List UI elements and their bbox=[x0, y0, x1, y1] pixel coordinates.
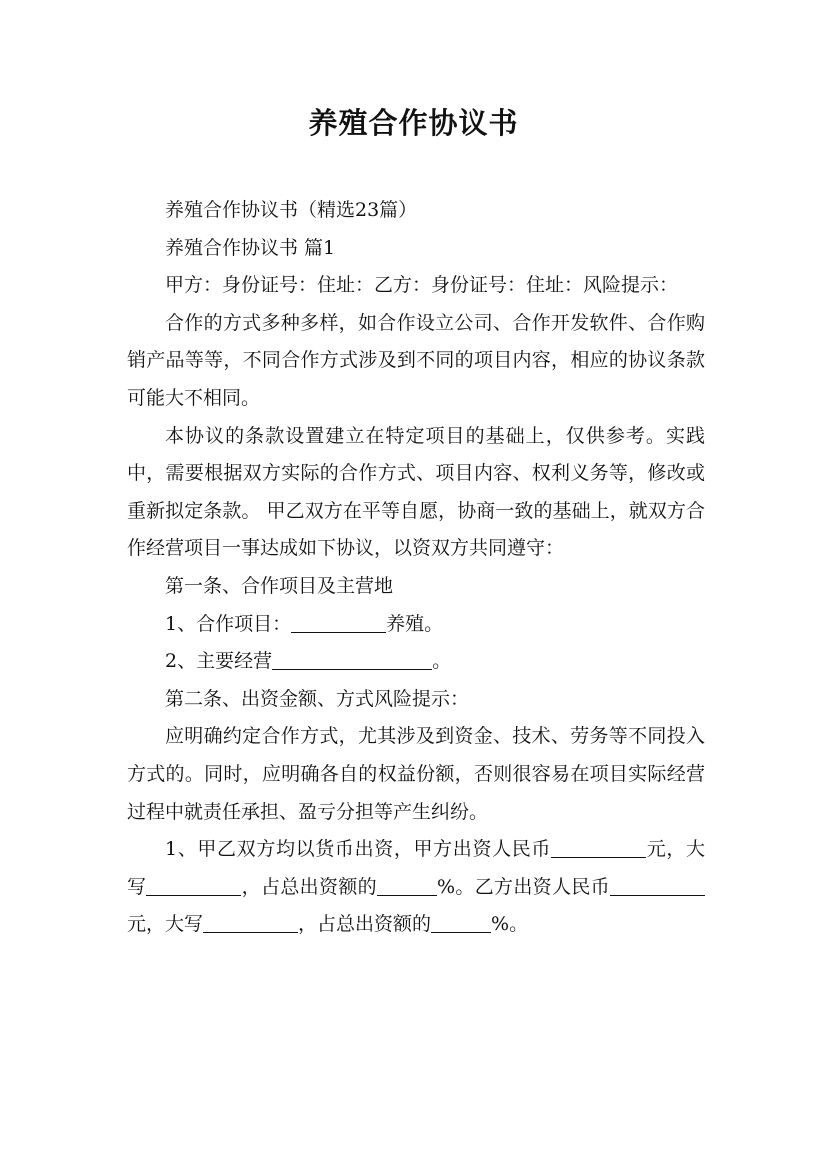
capital-text-3: ，占总出资额的 bbox=[241, 875, 377, 898]
document-title: 养殖合作协议书 bbox=[308, 106, 519, 140]
fill-blank-business bbox=[272, 650, 432, 670]
item-main-business bbox=[127, 643, 705, 681]
paragraph-cooperation-methods: 合作的方式多种多样，如合作设立公司、合作开发软件、合作购销产品等等，不同合作方式涉及到不同的项目内容，相应的协议条款可能大不相同。 bbox=[127, 311, 705, 409]
paragraph-article-2: 第二条、出资金额、方式风险提示： bbox=[165, 687, 470, 710]
capital-text-4: %。乙方出资人民币 bbox=[436, 875, 610, 898]
document-body bbox=[127, 192, 705, 944]
fill-blank-party-b-words bbox=[203, 913, 298, 933]
paragraph-section-heading: 养殖合作协议书 篇1 bbox=[165, 236, 336, 259]
fill-blank-party-b-amount bbox=[610, 876, 705, 896]
paragraph-subtitle: 养殖合作协议书（精选23篇） bbox=[165, 199, 418, 221]
paragraph-agreement-basis: 本协议的条款设置建立在特定项目的基础上，仅供参考。实践中，需要根据双方实际的合作方式、项目内容、权利义务等，修改或重新拟定条款。 甲乙双方在平等自愿，协商一致的基础上，就双方合作经营项目一事达成如下协议，以资双方共同遵守： bbox=[127, 424, 705, 560]
paragraph-parties: 甲方：身份证号：住址：乙方：身份证号：住址：风险提示： bbox=[165, 274, 679, 297]
capital-text-1: 1、甲乙双方均以货币出资，甲方出资人民币 bbox=[165, 838, 552, 861]
capital-text-6: ，占总出资额的 bbox=[298, 913, 432, 936]
item-main-business-prefix: 2、主要经营 bbox=[165, 650, 273, 673]
fill-blank-party-a-words bbox=[146, 876, 241, 896]
item-cooperation-project-prefix: 1、合作项目： bbox=[165, 612, 292, 635]
fill-blank-party-b-percent bbox=[431, 913, 491, 933]
item-cooperation-project bbox=[127, 606, 705, 644]
paragraph-article-1: 第一条、合作项目及主营地 bbox=[165, 574, 394, 597]
capital-text-5: 元，大写 bbox=[127, 913, 204, 936]
item-main-business-suffix: 。 bbox=[432, 650, 452, 673]
paragraph-contribution-note: 应明确约定合作方式，尤其涉及到资金、技术、劳务等不同投入方式的。同时，应明确各自的权益份额，否则很容易在项目实际经营过程中就责任承担、盈亏分担等产生纠纷。 bbox=[127, 725, 705, 823]
capital-text-2: 元，大写 bbox=[127, 838, 705, 898]
item-cooperation-project-suffix: 养殖。 bbox=[386, 612, 444, 635]
item-capital-contribution bbox=[127, 831, 705, 944]
capital-text-7: %。 bbox=[491, 913, 529, 936]
fill-blank-project bbox=[291, 613, 386, 633]
fill-blank-party-a-amount bbox=[551, 838, 646, 858]
fill-blank-party-a-percent bbox=[377, 876, 437, 896]
